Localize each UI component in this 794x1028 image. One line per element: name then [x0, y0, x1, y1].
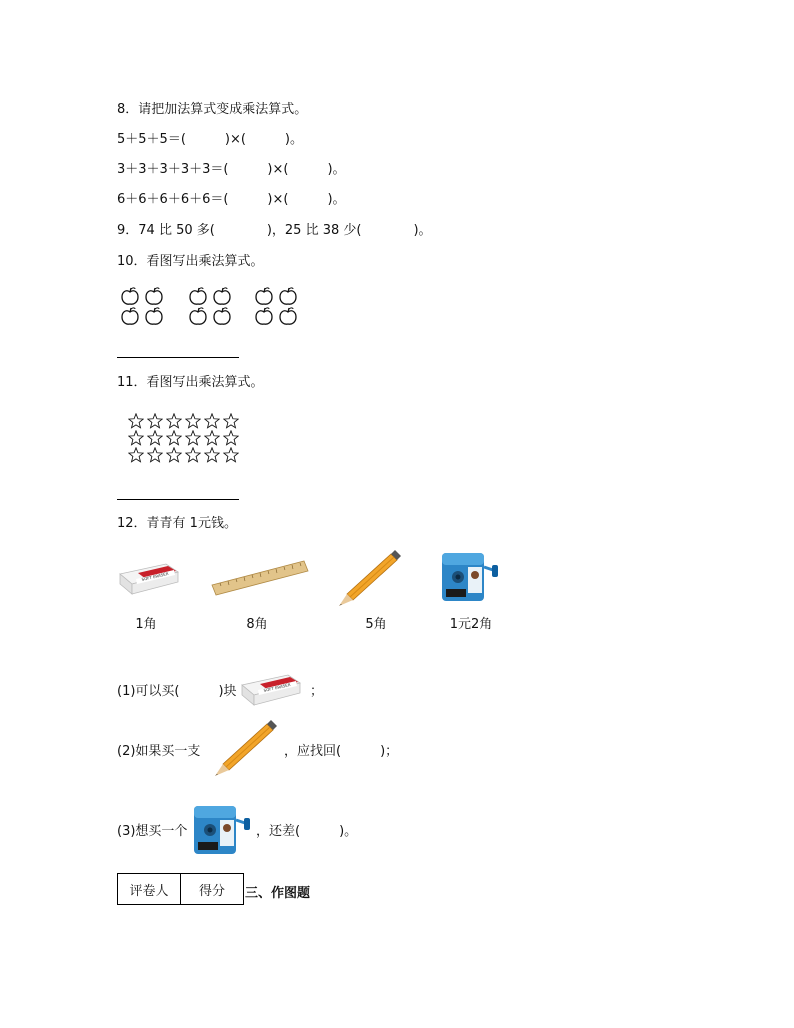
q12-sub1-end: ； [310, 684, 324, 699]
apple-icon [190, 308, 206, 324]
apple-icon [190, 288, 206, 304]
q12-sub1-text: (1)可以买( )块 [117, 684, 237, 699]
star-icon [186, 431, 200, 445]
star-icon [205, 414, 219, 428]
q12-sub2-text: (2)如果买一支 [117, 744, 201, 759]
star-row-1 [129, 414, 238, 428]
apple-icon [122, 308, 138, 324]
apple-group-3 [256, 288, 296, 324]
pencil-price: 5角 [365, 617, 387, 632]
apple-group-1 [122, 288, 162, 324]
apple-icon [146, 308, 162, 324]
star-row-2 [129, 431, 238, 445]
ruler-image [210, 549, 310, 605]
sharpener-inline-image [190, 798, 254, 860]
pencil-image [333, 548, 403, 608]
apple-icon [214, 288, 230, 304]
star-icon [205, 431, 219, 445]
star-icon [224, 448, 238, 462]
star-icon [148, 431, 162, 445]
q12-title: 12．青青有 1元钱。 [117, 516, 237, 531]
section3-title: 三、作图题 [245, 886, 311, 901]
star-icon [224, 431, 238, 445]
star-row-3 [129, 448, 238, 462]
reviewer-cell: 评卷人 [118, 874, 181, 905]
apple-groups-figure [118, 284, 302, 328]
q8-row1: 5＋5＋5＝( )×( )。 [117, 132, 303, 147]
ruler-price: 8角 [246, 617, 268, 632]
star-icon [148, 414, 162, 428]
star-grid-figure [126, 411, 244, 467]
star-icon [167, 414, 181, 428]
q10-answer-line[interactable] [117, 357, 239, 358]
apple-icon [256, 308, 272, 324]
grading-table [117, 873, 244, 905]
star-icon [186, 448, 200, 462]
q9-text: 9．74 比 50 多( )，25 比 38 少( )。 [117, 223, 432, 238]
apple-icon [122, 288, 138, 304]
eraser-image [116, 560, 182, 596]
eraser-price: 1角 [135, 617, 157, 632]
sharpener-price: 1元2角 [449, 617, 493, 632]
q12-sub3-end: ，还差( )。 [256, 824, 358, 839]
score-cell: 得分 [181, 874, 244, 905]
star-icon [129, 414, 143, 428]
apple-group-2 [190, 288, 230, 324]
star-icon [129, 448, 143, 462]
apple-icon [280, 308, 296, 324]
q12-sub2-end: ，应找回( )； [284, 744, 399, 759]
q10-title: 10．看图写出乘法算式。 [117, 254, 264, 269]
pencil-inline-image [205, 718, 283, 778]
apple-icon [214, 308, 230, 324]
q11-answer-line[interactable] [117, 499, 239, 500]
star-icon [186, 414, 200, 428]
q12-sub3-text: (3)想买一个 [117, 824, 188, 839]
apple-icon [146, 288, 162, 304]
apple-icon [256, 288, 272, 304]
q8-row3: 6＋6＋6＋6＋6＝( )×( )。 [117, 192, 346, 207]
star-icon [167, 431, 181, 445]
sharpener-image [438, 545, 502, 607]
star-icon [205, 448, 219, 462]
eraser-inline-image [238, 671, 304, 707]
apple-icon [280, 288, 296, 304]
q8-row2: 3＋3＋3＋3＋3＝( )×( )。 [117, 162, 346, 177]
star-icon [148, 448, 162, 462]
q11-title: 11．看图写出乘法算式。 [117, 375, 264, 390]
star-icon [167, 448, 181, 462]
star-icon [224, 414, 238, 428]
star-icon [129, 431, 143, 445]
q8-title: 8．请把加法算式变成乘法算式。 [117, 102, 308, 117]
